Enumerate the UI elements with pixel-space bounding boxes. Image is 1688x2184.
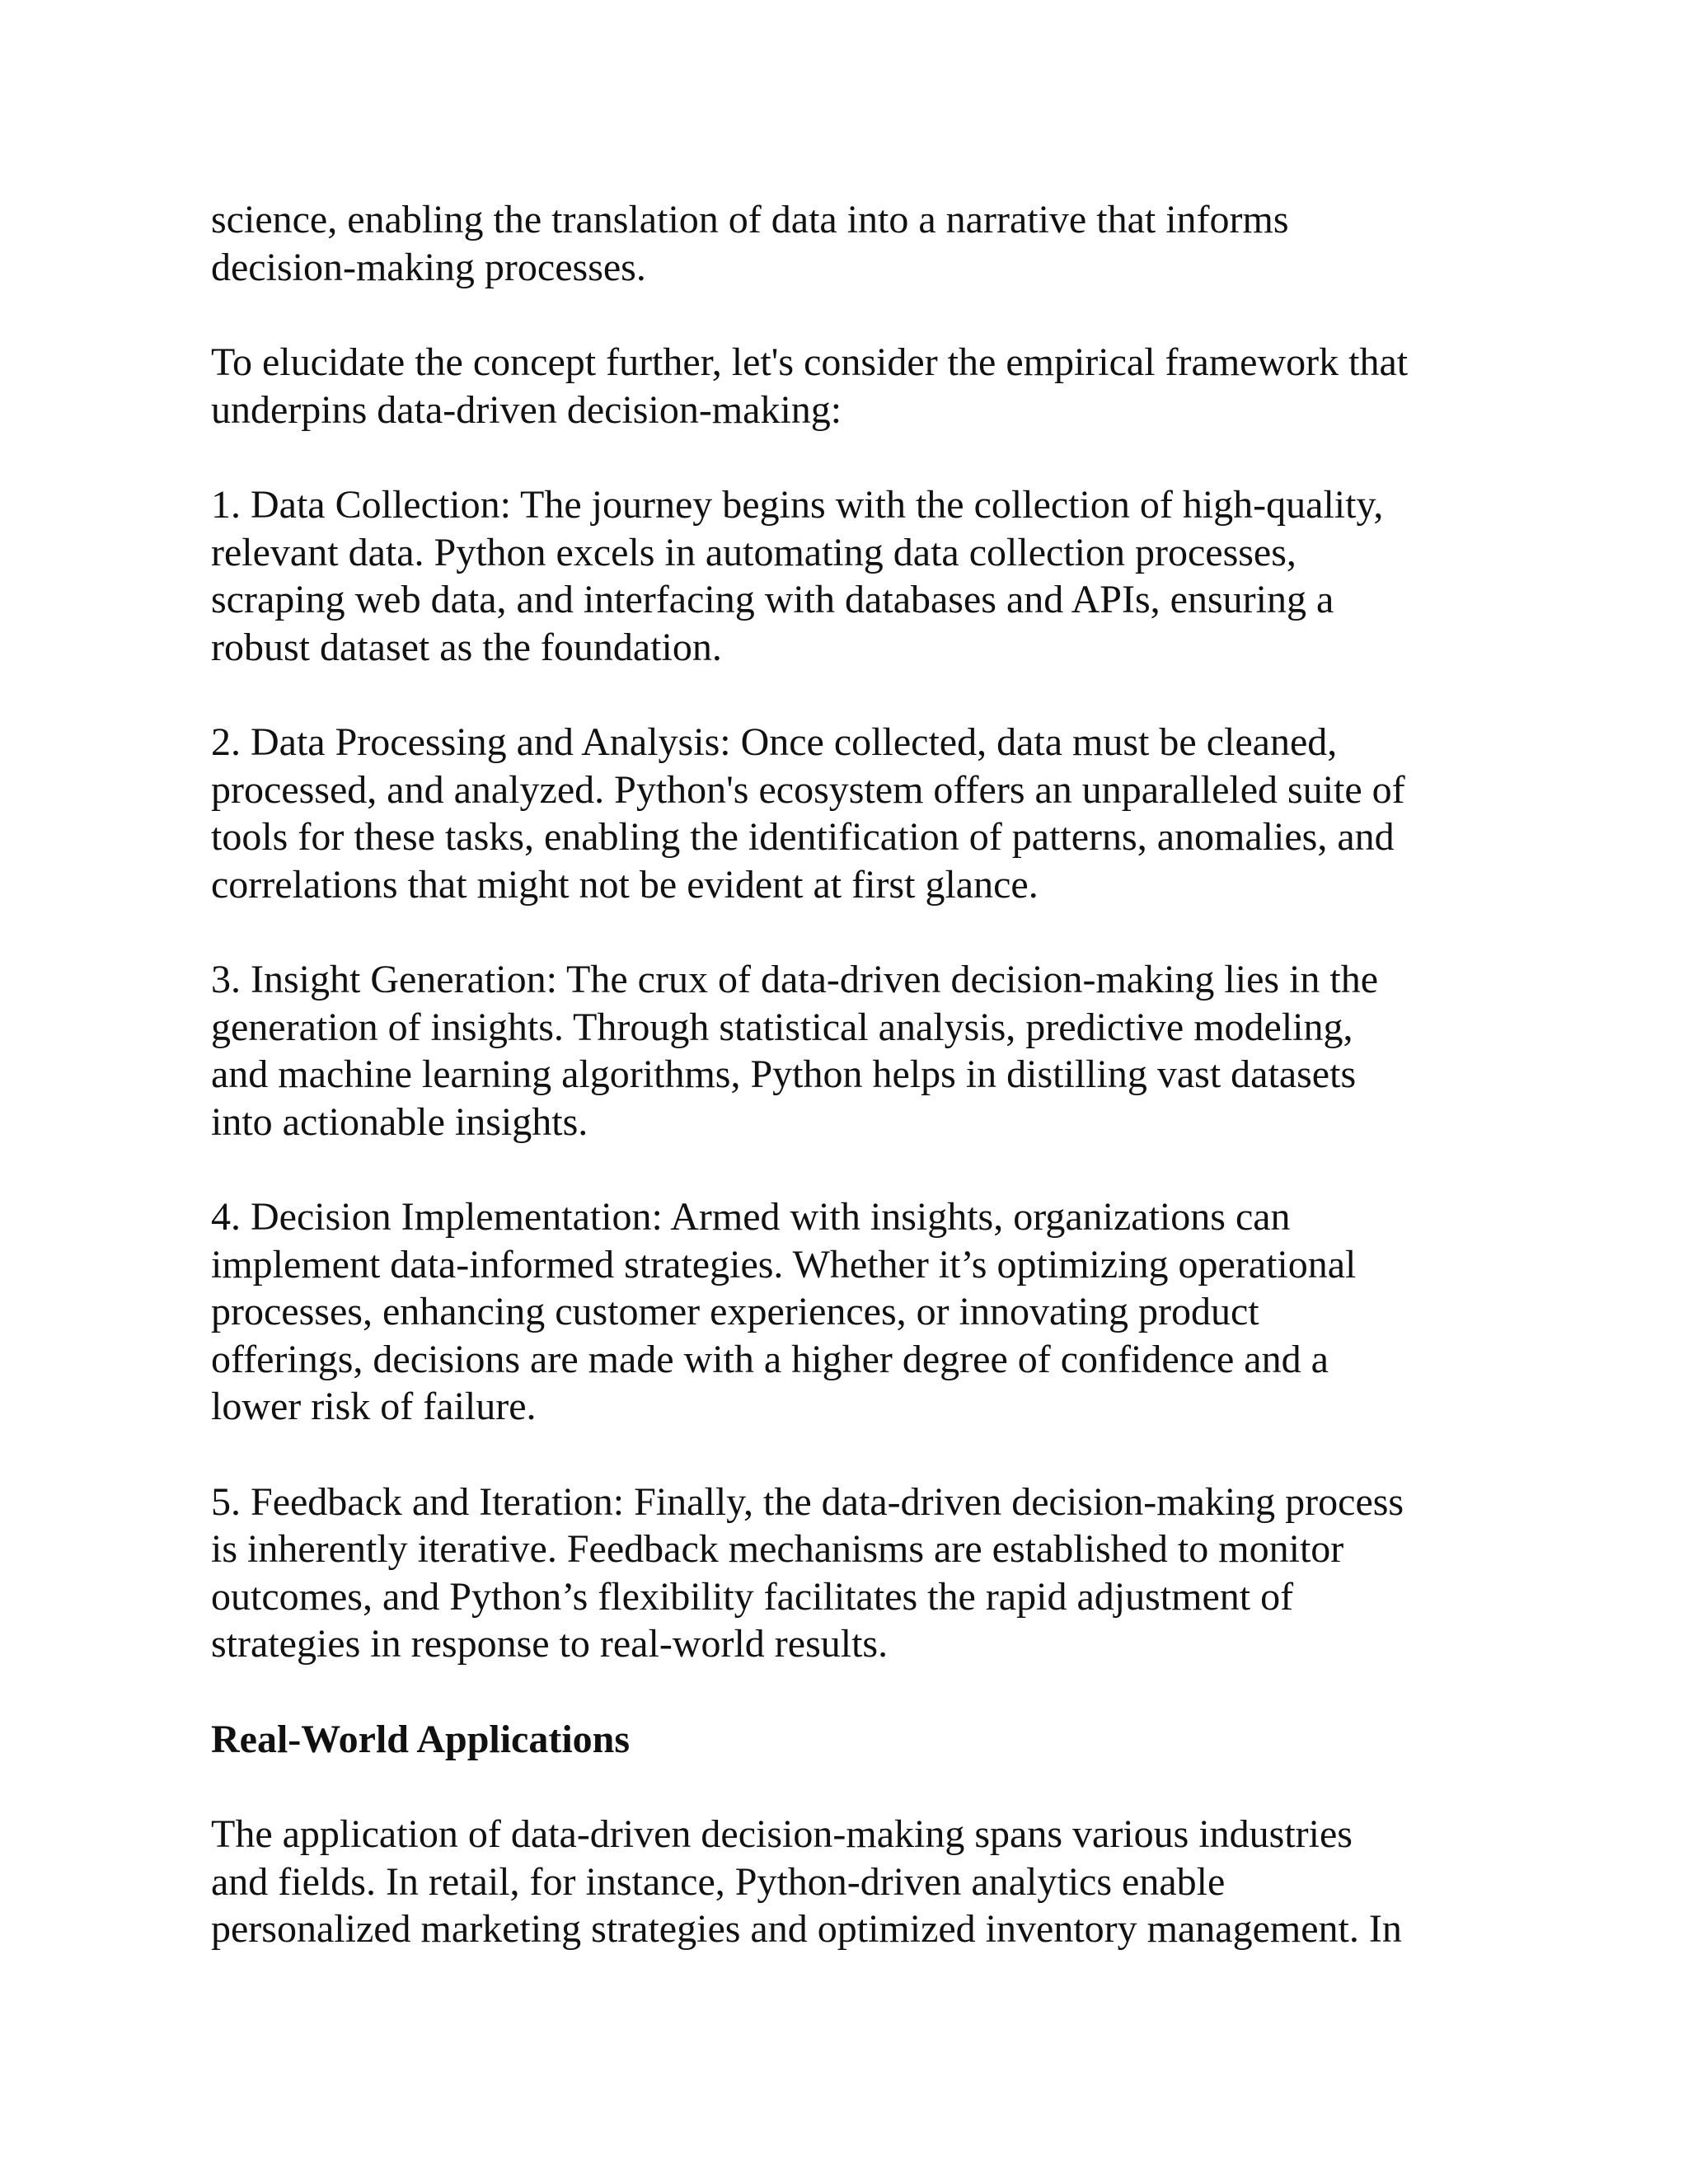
- paragraph: [211, 1479, 1497, 1668]
- paragraph-line: 4. Decision Implementation: Armed with insights, organizations can: [211, 1195, 1291, 1239]
- paragraph-line: generation of insights. Through statistical analysis, predictive modeling,: [211, 1005, 1353, 1049]
- paragraph-line: outcomes, and Python’s flexibility facilitates the rapid adjustment of: [211, 1574, 1294, 1619]
- paragraph-line: The application of data-driven decision-making spans various industries: [211, 1812, 1353, 1856]
- paragraph-line: strategies in response to real-world results.: [211, 1622, 889, 1666]
- paragraph-line: personalized marketing strategies and optimized inventory management. In: [211, 1907, 1402, 1951]
- paragraph-line: and machine learning algorithms, Python helps in distilling vast datasets: [211, 1052, 1357, 1096]
- paragraph-line: decision-making processes.: [211, 245, 646, 289]
- paragraph-line: tools for these tasks, enabling the identification of patterns, anomalies, and: [211, 815, 1395, 859]
- section-heading: [211, 1716, 1497, 1764]
- heading-text: Real-World Applications: [211, 1717, 631, 1761]
- paragraph: [211, 956, 1497, 1146]
- paragraph-line: processed, and analyzed. Python's ecosystem offers an unparalleled suite of: [211, 767, 1405, 812]
- paragraph-line: 2. Data Processing and Analysis: Once collected, data must be cleaned,: [211, 720, 1338, 764]
- paragraph-line: 1. Data Collection: The journey begins with the collection of high-quality,: [211, 483, 1384, 527]
- paragraph-line: To elucidate the concept further, let's consider the empirical framework that: [211, 340, 1409, 384]
- paragraph-line: correlations that might not be evident at first glance.: [211, 862, 1039, 907]
- paragraph: [211, 1811, 1497, 1953]
- paragraph-line: offerings, decisions are made with a higher degree of confidence and a: [211, 1337, 1329, 1381]
- paragraph-line: relevant data. Python excels in automating data collection processes,: [211, 530, 1296, 574]
- paragraph-line: lower risk of failure.: [211, 1385, 537, 1428]
- paragraph-line: into actionable insights.: [211, 1099, 588, 1144]
- document-body: [211, 196, 1497, 2001]
- paragraph-line: robust dataset as the foundation.: [211, 625, 722, 669]
- paragraph-line: processes, enhancing customer experiences, or innovating product: [211, 1290, 1259, 1333]
- paragraph-line: scraping web data, and interfacing with databases and APIs, ensuring a: [211, 578, 1334, 621]
- paragraph: [211, 339, 1497, 434]
- paragraph-line: 5. Feedback and Iteration: Finally, the data-driven decision-making process: [211, 1479, 1404, 1524]
- paragraph-line: and fields. In retail, for instance, Python-driven analytics enable: [211, 1859, 1226, 1904]
- paragraph-line: implement data-informed strategies. Whether it’s optimizing operational: [211, 1242, 1357, 1286]
- paragraph-line: is inherently iterative. Feedback mechanisms are established to monitor: [211, 1527, 1344, 1571]
- paragraph-line: science, enabling the translation of data into a narrative that informs: [211, 198, 1289, 241]
- paragraph: [211, 196, 1497, 291]
- paragraph-line: underpins data-driven decision-making:: [211, 387, 842, 432]
- paragraph: [211, 719, 1497, 908]
- paragraph-line: 3. Insight Generation: The crux of data-driven decision-making lies in the: [211, 958, 1379, 1001]
- paragraph: [211, 481, 1497, 671]
- paragraph: [211, 1193, 1497, 1431]
